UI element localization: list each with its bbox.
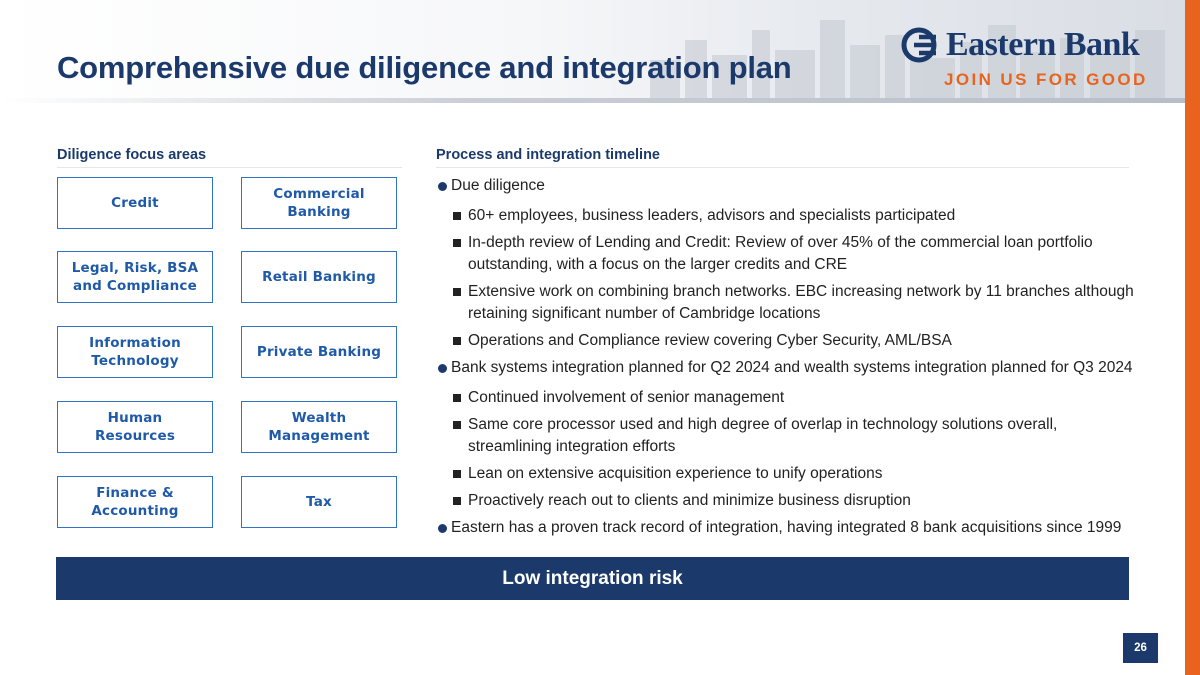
list-subitem: Operations and Compliance review covering Cyber Security, AML/BSA [436,330,1136,352]
list-subitem: In-depth review of Lending and Credit: Review of over 45% of the commercial loan portfolio outstanding, with a focus on the larger credits and CRE [436,232,1136,276]
tile-label: Retail Banking [262,269,376,285]
list-subitem: Continued involvement of senior management [436,387,1136,409]
logo-mark-icon [900,26,944,64]
tile-label: Commercial Banking [273,186,365,220]
accent-bar [1185,0,1200,675]
timeline-list [436,175,1136,545]
company-logo [900,26,1162,96]
tile-label: Information Technology [89,335,181,369]
tile-private-banking [241,326,397,378]
header-divider [0,98,1185,103]
list-subitem: 60+ employees, business leaders, advisors and specialists participated [436,205,1136,227]
tile-credit [57,177,213,229]
list-subitem: Proactively reach out to clients and minimize business disruption [436,490,1136,512]
page-number: 26 [1123,633,1158,663]
tile-human-resources [57,401,213,453]
page-title: Comprehensive due diligence and integration plan [57,50,792,85]
tile-legal-risk-bsa [57,251,213,303]
tile-finance-accounting [57,476,213,528]
tile-label: Wealth Management [268,410,370,444]
list-item: Due diligence [436,175,1136,197]
list-subitem: Lean on extensive acquisition experience to unify operations [436,463,1136,485]
tile-label: Finance & Accounting [91,485,179,519]
tile-label: Private Banking [256,344,382,360]
conclusion-banner: Low integration risk [56,557,1129,600]
tile-wealth-management [241,401,397,453]
list-item: Eastern has a proven track record of integration, having integrated 8 bank acquisitions since 1999 [436,517,1136,539]
tile-label: Legal, Risk, BSA and Compliance [71,260,199,294]
list-subitem: Extensive work on combining branch networks. EBC increasing network by 11 branches although retaining significant number of Cambridge locations [436,281,1136,325]
tile-commercial-banking [241,177,397,229]
timeline-heading: Process and integration timeline [436,147,1129,168]
logo-name: Eastern Bank [946,26,1140,63]
diligence-heading: Diligence focus areas [57,147,402,168]
tile-tax [241,476,397,528]
list-subitem: Same core processor used and high degree of overlap in technology solutions overall, streamlining integration efforts [436,414,1136,458]
tile-information-technology [57,326,213,378]
logo-tagline: JOIN US FOR GOOD [944,70,1148,89]
tile-retail-banking [241,251,397,303]
tile-label: Tax [306,494,332,510]
list-item: Bank systems integration planned for Q2 2024 and wealth systems integration planned for Q3 2024 [436,357,1136,379]
tile-label: Human Resources [94,410,176,444]
tile-label: Credit [111,195,159,211]
